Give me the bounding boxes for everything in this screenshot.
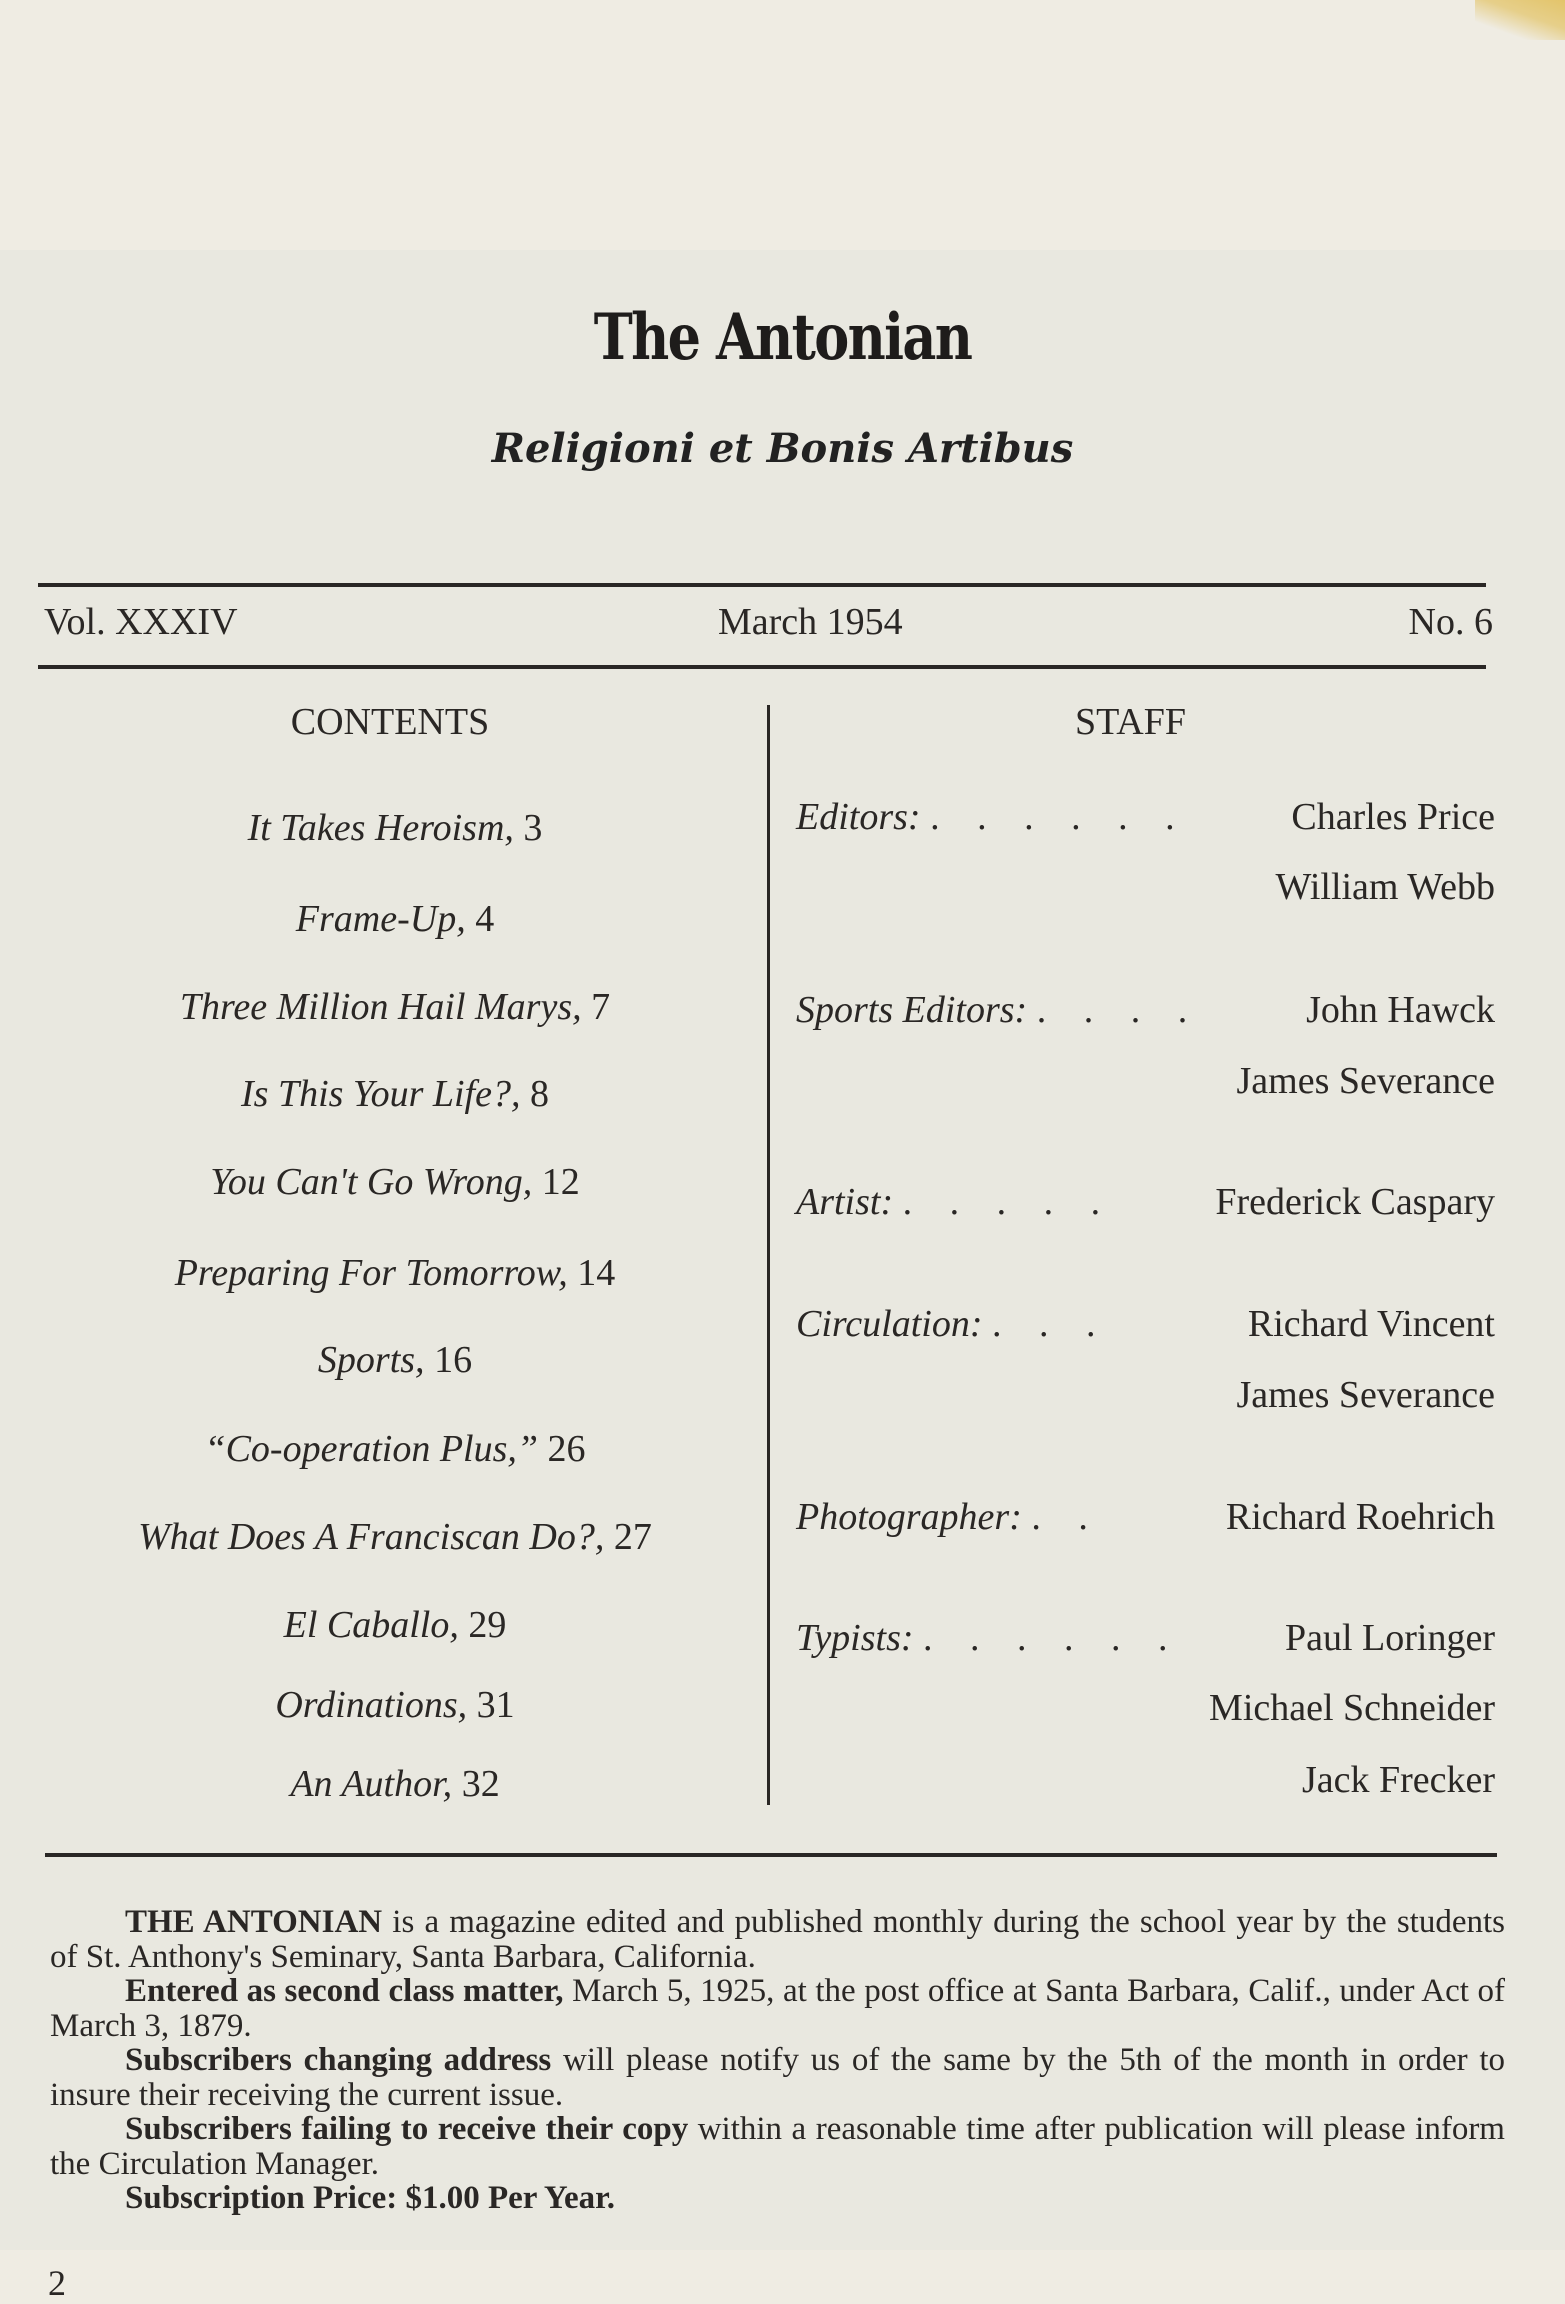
- staff-name: William Webb: [1275, 866, 1495, 908]
- contents-item: [40, 1762, 750, 1806]
- notice-bold: Subscribers changing address: [125, 2042, 552, 2078]
- notice-text: March 5, 1925, at the post office at Santa Barbara, Calif., under Act of March 3, 1879.: [50, 1973, 1506, 2044]
- leader-dots: . . .: [991, 1303, 1110, 1345]
- leader-dots: . . . . . .: [930, 796, 1189, 838]
- contents-item: [40, 1427, 750, 1471]
- contents-item: [40, 1160, 750, 1204]
- staff-role-label: [796, 988, 1201, 1032]
- masthead-motto: Religioni et Bonis Artibus: [491, 425, 1074, 472]
- role-label-text: Typists:: [796, 1617, 914, 1659]
- notice-bold: Entered as second class matter,: [125, 1973, 564, 2009]
- role-label-text: Artist:: [796, 1181, 894, 1223]
- contents-item-page: 16: [434, 1339, 473, 1381]
- contents-item-page: 8: [529, 1073, 549, 1115]
- notice-paragraph: [50, 1905, 1505, 1974]
- staff-name: Paul Loringer: [1284, 1617, 1495, 1659]
- footer-rule: [45, 1853, 1497, 1857]
- contents-item: [40, 1683, 750, 1727]
- contents-item-page: 26: [547, 1428, 586, 1470]
- staff-name: Charles Price: [1291, 796, 1495, 838]
- contents-item: [40, 1072, 750, 1116]
- staff-name: James Severance: [1236, 1060, 1495, 1102]
- staff-name: John Hawck: [1306, 989, 1495, 1031]
- notice-bold: Subscribers failing to receive their copy: [125, 2111, 689, 2147]
- notice-text: will please notify us of the same by the 5th of the month in order to insure their receiving the current issue.: [50, 2042, 1505, 2113]
- contents-item-page: 32: [461, 1763, 500, 1805]
- leader-dots: . .: [1031, 1496, 1102, 1538]
- staff-name: Michael Schneider: [1209, 1687, 1495, 1729]
- page-number: 2: [48, 2263, 66, 2303]
- staff-role-label: [796, 795, 1189, 839]
- top-rule: [38, 583, 1486, 587]
- contents-item-title: El Caballo,: [283, 1604, 459, 1646]
- contents-item-title: An Author,: [290, 1763, 453, 1805]
- notice-paragraph: [50, 2181, 1505, 2216]
- contents-item-title: What Does A Franciscan Do?,: [138, 1516, 605, 1558]
- contents-item: [40, 985, 750, 1029]
- contents-item-page: 14: [577, 1252, 616, 1294]
- notice-paragraph: [50, 2043, 1505, 2112]
- notice-paragraph: [50, 1974, 1505, 2043]
- header-bottom-rule: [38, 665, 1486, 669]
- masthead-title: The Antonian: [593, 300, 972, 375]
- contents-item-title: Ordinations,: [275, 1684, 468, 1726]
- contents-item: [40, 1251, 750, 1295]
- role-label-text: Sports Editors:: [796, 989, 1028, 1031]
- staff-heading: STAFF: [1075, 701, 1187, 743]
- role-label-text: Editors:: [796, 796, 921, 838]
- staff-name: James Severance: [1236, 1374, 1495, 1416]
- contents-item-title: You Can't Go Wrong,: [210, 1161, 533, 1203]
- contents-item: [40, 1515, 750, 1559]
- paper-stain: [1475, 0, 1565, 40]
- role-label-text: Circulation:: [796, 1303, 983, 1345]
- contents-item: [40, 1338, 750, 1382]
- staff-role-label: [796, 1616, 1182, 1660]
- issue-number: No. 6: [1408, 601, 1493, 643]
- contents-item-page: 27: [613, 1516, 652, 1558]
- contents-item-title: Three Million Hail Marys,: [179, 986, 582, 1028]
- contents-item-title: It Takes Heroism,: [247, 807, 514, 849]
- staff-role-label: [796, 1302, 1109, 1346]
- contents-item-page: 7: [591, 986, 611, 1028]
- contents-item-title: Preparing For Tomorrow,: [174, 1252, 568, 1294]
- contents-item-title: “Co-operation Plus,”: [204, 1428, 539, 1470]
- staff-role-label: [796, 1495, 1102, 1539]
- contents-item-title: Is This Your Life?,: [241, 1073, 521, 1115]
- issue-date: March 1954: [718, 601, 903, 643]
- staff-name: Frederick Caspary: [1215, 1181, 1495, 1223]
- contents-item-page: 31: [476, 1684, 515, 1726]
- leader-dots: . . . . .: [902, 1181, 1115, 1223]
- leader-dots: . . . . . .: [923, 1617, 1182, 1659]
- contents-item-page: 3: [523, 807, 543, 849]
- staff-name: Richard Roehrich: [1225, 1496, 1495, 1538]
- notice-bold: THE ANTONIAN: [125, 1904, 383, 1940]
- staff-name: Richard Vincent: [1247, 1303, 1495, 1345]
- role-label-text: Photographer:: [796, 1496, 1022, 1538]
- staff-role-label: [796, 1180, 1114, 1224]
- column-divider: [767, 705, 770, 1805]
- notice-text: within a reasonable time after publication will please inform the Circulation Manager.: [50, 2111, 1505, 2182]
- staff-name: Jack Frecker: [1301, 1759, 1495, 1801]
- notice-paragraph: [50, 2112, 1505, 2181]
- contents-heading: CONTENTS: [290, 701, 490, 743]
- leader-dots: . . . .: [1036, 989, 1202, 1031]
- contents-item-title: Sports,: [317, 1339, 425, 1381]
- contents-item-page: 12: [541, 1161, 580, 1203]
- contents-item: [40, 806, 750, 850]
- contents-item: [40, 1603, 750, 1647]
- volume: Vol. XXXIV: [44, 601, 238, 643]
- notice-text: is a magazine edited and published monthly during the school year by the students of St. Anthony's Seminary, Santa Barbara, California.: [50, 1904, 1506, 1975]
- contents-item: [40, 897, 750, 941]
- publication-notice: [50, 1905, 1505, 2216]
- contents-item-title: Frame-Up,: [295, 898, 466, 940]
- contents-item-page: 29: [468, 1604, 507, 1646]
- notice-bold: Subscription Price: $1.00 Per Year.: [125, 2180, 616, 2216]
- contents-item-page: 4: [475, 898, 495, 940]
